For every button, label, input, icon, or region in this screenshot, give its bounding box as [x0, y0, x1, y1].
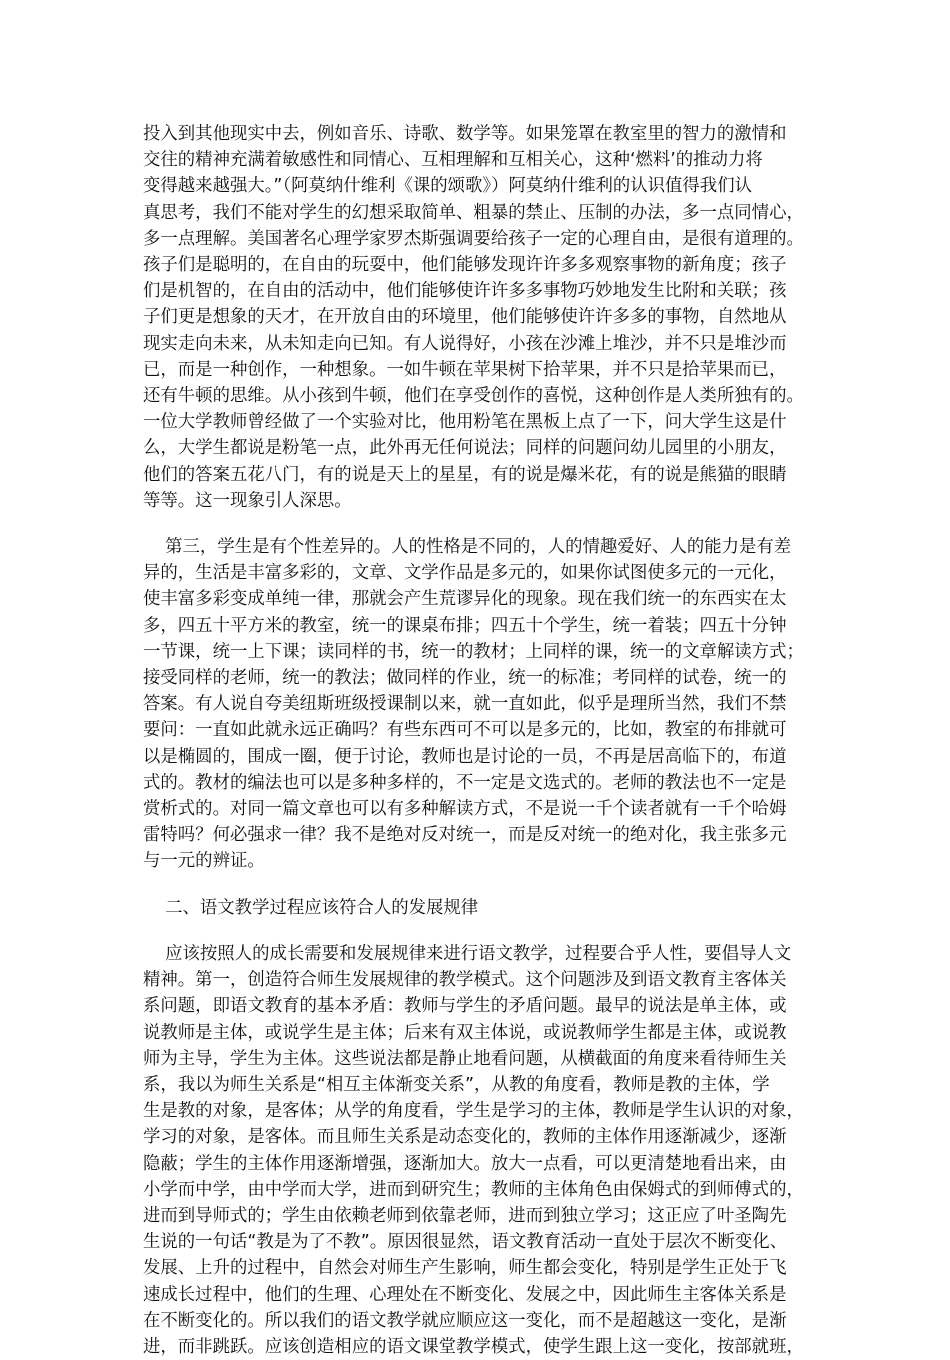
text-line: 发展、上升的过程中，自然会对师生产生影响，师生都会变化，特别是学生正处于飞 [143, 1258, 787, 1279]
text-line: 现实走向未来，从未知走向已知。有人说得好，小孩在沙滩上堆沙，并不只是堆沙而 [143, 333, 787, 354]
text-line: 他们的答案五花八门，有的说是天上的星星，有的说是爆米花，有的说是熊猫的眼睛 [143, 464, 787, 485]
text-line: 应该按照人的成长需要和发展规律来进行语文教学，过程要合乎人性，要倡导人文 [143, 943, 792, 964]
section-heading: 二、语文教学过程应该符合人的发展规律 [143, 897, 479, 918]
paragraph-1 [143, 121, 804, 514]
text-line: 么，大学生都说是粉笔一点，此外再无任何说法；同样的问题问幼儿园里的小朋友， [143, 438, 787, 459]
text-line: 投入到其他现实中去，例如音乐、诗歌、数学等。如果笼罩在教室里的智力的激情和 [143, 124, 787, 144]
paragraph-gap [143, 514, 800, 534]
text-line: 师为主导，学生为主体。这些说法都是静止地看问题，从横截面的角度来看待师生关 [143, 1048, 787, 1069]
paragraph-2 [143, 534, 804, 875]
paragraph-3 [143, 941, 804, 1360]
text-line: 精神。第一，创造符合师生发展规律的教学模式。这个问题涉及到语文教育主客体关 [143, 970, 787, 991]
text-line: 速成长过程中，他们的生理、心理处在不断变化、发展之中，因此师生主客体关系是 [143, 1284, 787, 1305]
paragraph-gap [143, 875, 800, 895]
text-line: 系，我以为师生关系是“相互主体渐变关系”，从教的角度看，教师是教的主体，学 [143, 1074, 770, 1095]
text-line: 多一点理解。美国著名心理学家罗杰斯强调要给孩子一定的心理自由，是很有道理的。 [143, 228, 804, 249]
text-line: 赏析式的。对同一篇文章也可以有多种解读方式，不是说一千个读者就有一千个哈姆 [143, 799, 787, 820]
text-line: 还有牛顿的思维。从小孩到牛顿，他们在享受创作的喜悦，这种创作是人类所独有的。 [143, 386, 804, 407]
text-line: 多，四五十平方米的教室，统一的课桌布排；四五十个学生，统一着装；四五十分钟 [143, 615, 787, 636]
text-line: 答案。有人说自夸美纽斯班级授课制以来，就一直如此，似乎是理所当然，我们不禁 [143, 694, 787, 715]
text-line: 第三，学生是有个性差异的。人的性格是不同的，人的情趣爱好、人的能力是有差 [143, 537, 792, 558]
text-line: 生是教的对象，是客体；从学的角度看，学生是学习的主体，教师是学生认识的对象， [143, 1101, 804, 1122]
text-line: 一节课，统一上下课；读同样的书，统一的教材；上同样的课，统一的文章解读方式； [143, 641, 804, 662]
text-line: 异的，生活是丰富多彩的，文章、文学作品是多元的，如果你试图使多元的一元化， [143, 563, 787, 584]
text-line: 进而到导师式的；学生由依赖老师到依靠老师，进而到独立学习；这正应了叶圣陶先 [143, 1205, 787, 1226]
text-line: 隐蔽；学生的主体作用逐渐增强，逐渐加大。放大一点看，可以更清楚地看出来，由 [143, 1153, 787, 1174]
text-line: 要问：一直如此就永远正确吗？有些东西可不可以是多元的，比如，教室的布排就可 [143, 720, 787, 741]
text-line: 生说的一句话“教是为了不教”。原因很显然，语文教育活动一直处于层次不断变化、 [143, 1232, 788, 1253]
text-line: 已，而是一种创作，一种想象。一如牛顿在苹果树下拾苹果，并不只是拾苹果而已， [143, 359, 787, 380]
text-line: 式的。教材的编法也可以是多种多样的，不一定是文选式的。老师的教法也不一定是 [143, 772, 787, 793]
text-line: 子们更是想象的天才，在开放自由的环境里，他们能够使许许多多的事物，自然地从 [143, 307, 787, 328]
text-line: 们是机智的，在自由的活动中，他们能够使许许多多事物巧妙地发生比附和关联；孩 [143, 281, 787, 302]
text-line: 雷特吗？何必强求一律？我不是绝对反对统一，而是反对统一的绝对化，我主张多元 [143, 825, 787, 846]
text-line: 在不断变化的。所以我们的语文教学就应顺应这一变化，而不是超越这一变化，是渐 [143, 1310, 787, 1331]
text-line: 以是椭圆的，围成一圈，便于讨论，教师也是讨论的一员，不再是居高临下的，布道 [143, 746, 787, 767]
text-line: 说教师是主体，或说学生是主体；后来有双主体说，或说教师学生都是主体，或说教 [143, 1022, 787, 1043]
text-line: 学习的对象，是客体。而且师生关系是动态变化的，教师的主体作用逐渐减少，逐渐 [143, 1127, 787, 1148]
text-line: 使丰富多彩变成单纯一律，那就会产生荒谬异化的现象。现在我们统一的东西实在太 [143, 589, 787, 610]
paragraph-gap [143, 921, 800, 941]
text-line: 等等。这一现象引人深思。 [143, 490, 352, 511]
text-line: 系问题，即语文教育的基本矛盾：教师与学生的矛盾问题。最早的说法是单主体，或 [143, 996, 787, 1017]
text-line: 进，而非跳跃。应该创造相应的语文课堂教学模式，使学生跟上这一变化，按部就班， [143, 1336, 804, 1357]
text-line: 一位大学教师曾经做了一个实验对比，他用粉笔在黑板上点了一下，问大学生这是什 [143, 412, 787, 433]
text-line: 小学而中学，由中学而大学，进而到研究生；教师的主体角色由保姆式的到师傅式的， [143, 1179, 804, 1200]
text-line: 交往的精神充满着敏感性和同情心、互相理解和互相关心，这种‘燃料’的推动力将 [143, 150, 763, 171]
text-line: 孩子们是聪明的，在自由的玩耍中，他们能够发现许许多多观察事物的新角度；孩子 [143, 255, 787, 276]
text-line: 接受同样的老师，统一的教法；做同样的作业，统一的标准；考同样的试卷，统一的 [143, 668, 787, 689]
text-line: 与一元的辨证。 [143, 851, 265, 872]
text-line: 变得越来越强大。”（阿莫纳什维利《课的颂歌》）阿莫纳什维利的认识值得我们认 [143, 176, 752, 197]
text-line: 真思考，我们不能对学生的幻想采取简单、粗暴的禁止、压制的办法，多一点同情心， [143, 202, 804, 223]
